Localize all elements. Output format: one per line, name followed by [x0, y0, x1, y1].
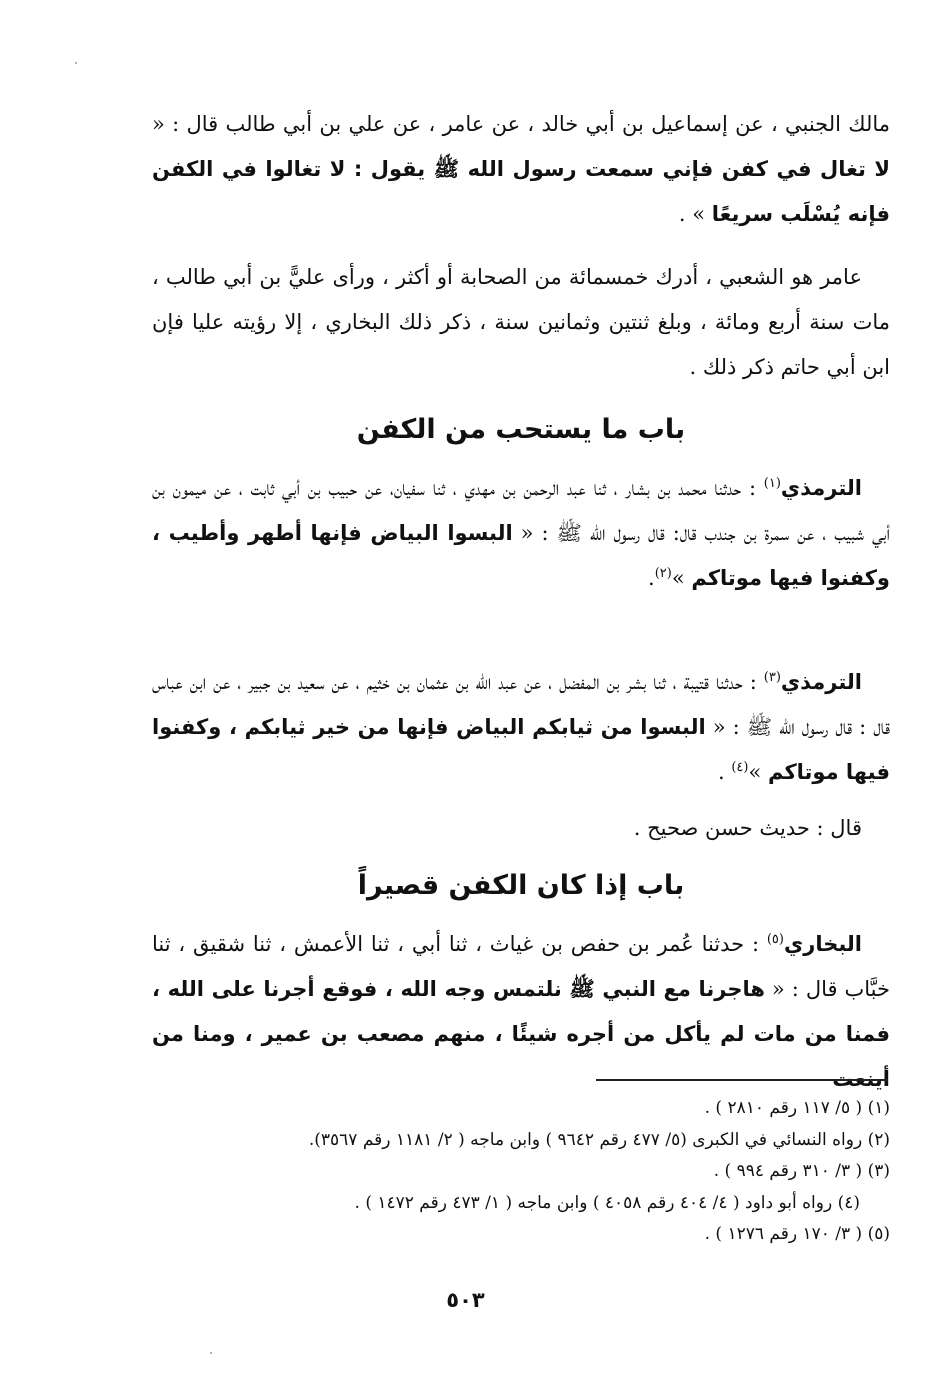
paragraph-1-close: » .: [678, 202, 712, 226]
paragraph-4: [152, 660, 890, 795]
footnote-3: (٣) ( ٣/ ٣١٠ رقم ٩٩٤ ) .: [713, 1161, 890, 1181]
hadith-text-4: البسوا من ثيابكم البياض فإنها من خير ثيابكم ، وكفنوا فيها موتاكم: [152, 715, 890, 784]
paragraph-2: [152, 255, 890, 390]
paragraph-6: [152, 922, 890, 1102]
narrator-name-3: الترمذي: [780, 476, 862, 500]
footnote-ref-2: (٢): [654, 566, 672, 581]
paragraph-5: [152, 806, 890, 851]
period-4: .: [717, 760, 732, 784]
paragraph-1: [152, 102, 890, 237]
narrator-name-4: الترمذي: [780, 670, 862, 694]
isnad-6: : حدثنا عُمر بن حفص بن غياث ، ثنا أبي ، ثنا الأعمش ، ثنا شقيق ، ثنا خبَّاب قال : «: [152, 932, 890, 1001]
footnote-1: (١) ( ٥/ ١١٧ رقم ٢٨١٠ ) .: [704, 1098, 890, 1118]
paragraph-2-text: عامر هو الشعبي ، أدرك خمسمائة من الصحابة أو أكثر ، ورأى عليًّ بن أبي طالب ، مات سنة أربع ومائة ، وبلغ ثنتين وثمانين سنة ، ذكر ذلك البخاري ، إلا رؤيته عليا فإن ابن أبي حاتم ذكر ذلك .: [152, 265, 890, 379]
footnotes: [152, 1093, 890, 1251]
paragraph-3: [152, 466, 890, 601]
period-3: .: [648, 566, 655, 590]
footnote-4: (٤) رواه أبو داود ( ٤/ ٤٠٤ رقم ٤٠٥٨ ) وابن ماجه ( ١/ ٤٧٣ رقم ١٤٧٢ ) .: [354, 1192, 860, 1213]
page-number: ٥٠٣: [446, 1288, 485, 1312]
isnad-4: : حدثنا قتيبة ، ثنا بشر بن المفضل ، عن عبد الله بن عثمان بن خثيم ، عن سعيد بن جبير ، عن ابن عباس قال : قال رسول الله ﷺ : «: [152, 670, 890, 739]
grading-text: قال : حديث حسن صحيح .: [633, 816, 862, 840]
chapter-heading-1: باب ما يستحب من الكفن: [356, 414, 686, 445]
paragraph-1-line-1: مالك الجنبي ، عن إسماعيل بن أبي خالد ، عن عامر ، عن علي بن أبي طالب: [225, 112, 890, 136]
footnote-ref-3: (٣): [763, 670, 781, 685]
footnote-ref-4: (٤): [731, 760, 749, 775]
footnote-ref-5: (٥): [766, 932, 784, 947]
footnote-2: (٢) رواه النسائي في الكبرى (٥/ ٤٧٧ رقم ٩٦٤٢ ) وابن ماجه ( ٢/ ١١٨١ رقم ٣٥٦٧).: [308, 1129, 890, 1150]
hadith-text-1: لا تغال في كفن فإني سمعت رسول الله ﷺ يقول : لا تغالوا في الكفن فإنه يُسْلَب سريعًا: [152, 157, 890, 226]
hadith-text-3: البسوا البياض فإنها أطهر وأطيب ، وكفنوا فيها موتاكم: [152, 521, 890, 590]
quote-close-4: »: [748, 760, 768, 784]
scan-speck: [75, 62, 77, 64]
footnote-5: (٥) ( ٣/ ١٧٠ رقم ١٢٧٦ ) .: [704, 1224, 890, 1244]
narrator-name-6: البخاري: [783, 932, 862, 956]
footnote-ref-1: (١): [763, 476, 781, 491]
isnad-3: : حدثنا محمد بن بشار ، ثنا عبد الرحمن بن مهدي ، ثنا سفيان، عن حبيب بن أبي ثابت ، عن ميمون بن أبي شبيب ، عن سمرة بن جندب قال: قال رسول الله ﷺ : «: [152, 476, 891, 545]
quote-close-3: »: [671, 566, 692, 590]
hadith-text-6: هاجرنا مع النبي ﷺ نلتمس وجه الله ، فوقع أجرنا على الله ، فمنا من مات لم يأكل من أجره شيئًا ، منهم مصعب بن عمير ، ومنا من أينعت: [152, 977, 890, 1091]
scan-speck: [210, 1352, 212, 1354]
chapter-heading-2: باب إذا كان الكفن قصيراً: [357, 870, 685, 901]
paragraph-1-intro: قال : «: [152, 112, 219, 136]
footnote-separator: [596, 1079, 888, 1081]
